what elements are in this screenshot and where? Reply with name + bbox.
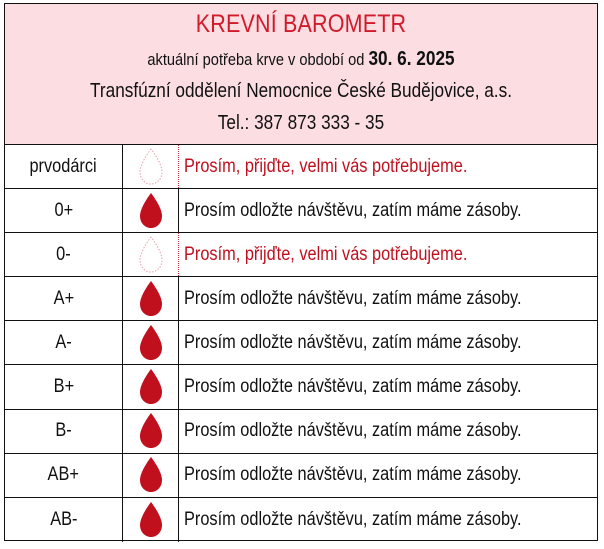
status-message [179, 498, 597, 542]
table-row [5, 365, 597, 409]
table-row [5, 277, 597, 321]
status-message-text: Prosím odložte návštěvu, zatím máme zásoby. [184, 331, 522, 353]
status-message-text: Prosím, přijďte, velmi vás potřebujeme. [184, 243, 468, 265]
blood-barometer [4, 3, 598, 541]
full-drop-icon [123, 277, 179, 320]
blood-drop-shape [138, 456, 164, 494]
blood-type-label: prvodárci [29, 155, 98, 177]
empty-drop-icon [123, 145, 179, 188]
table-row [5, 321, 597, 365]
blood-type-label: AB- [49, 508, 78, 530]
blood-type-cell [5, 410, 123, 453]
blood-type-label: 0+ [54, 199, 73, 221]
full-drop-icon [123, 321, 179, 364]
table-row [5, 189, 597, 233]
blood-type-cell [5, 145, 123, 188]
blood-type-cell [5, 454, 123, 497]
full-drop-icon [123, 498, 179, 542]
header [5, 4, 597, 145]
table-row [5, 498, 597, 542]
blood-type-cell [5, 321, 123, 364]
full-drop-icon [123, 365, 179, 408]
table-row [5, 145, 597, 189]
need-prefix: aktuální potřeba krve v období od [147, 50, 365, 69]
blood-type-cell [5, 498, 123, 542]
need-period [46, 44, 555, 75]
status-message [179, 277, 597, 320]
blood-drop-shape [138, 280, 164, 318]
blood-drop-shape [138, 324, 164, 362]
empty-drop-icon [123, 233, 179, 276]
page-title: KREVNÍ BAROMETR [195, 10, 407, 38]
blood-type-label: A- [55, 331, 72, 353]
table-row [5, 233, 597, 277]
blood-type-cell [5, 365, 123, 408]
blood-type-label: A+ [53, 287, 74, 309]
status-message [179, 233, 597, 276]
full-drop-icon [123, 189, 179, 232]
blood-drop-shape [138, 368, 164, 406]
status-message [179, 454, 597, 497]
full-drop-icon [123, 454, 179, 497]
blood-type-cell [5, 233, 123, 276]
blood-type-label: B- [55, 420, 72, 442]
blood-drop-outline [138, 236, 164, 274]
status-message [179, 365, 597, 408]
status-message-text: Prosím, přijďte, velmi vás potřebujeme. [184, 155, 468, 177]
blood-drop-outline [138, 148, 164, 186]
blood-type-label: 0- [56, 243, 71, 265]
status-message-text: Prosím odložte návštěvu, zatím máme zásoby. [184, 464, 522, 486]
status-message-text: Prosím odložte návštěvu, zatím máme zásoby. [184, 287, 522, 309]
full-drop-icon [123, 410, 179, 453]
status-message [179, 410, 597, 453]
need-date: 30. 6. 2025 [368, 48, 455, 70]
table-row [5, 410, 597, 454]
status-message-text: Prosím odložte návštěvu, zatím máme zásoby. [184, 420, 522, 442]
department-name: Transfúzní oddělení Nemocnice České Budějovice, a.s. [90, 80, 512, 102]
blood-type-label: AB+ [47, 464, 80, 486]
status-message [179, 321, 597, 364]
phone-number: Tel.: 387 873 333 - 35 [217, 112, 385, 134]
blood-type-label: B+ [53, 376, 74, 398]
status-message [179, 145, 597, 188]
blood-type-cell [5, 277, 123, 320]
status-message [179, 189, 597, 232]
table-row [5, 454, 597, 498]
blood-type-cell [5, 189, 123, 232]
blood-type-list [5, 145, 597, 540]
blood-drop-shape [138, 501, 164, 539]
status-message-text: Prosím odložte návštěvu, zatím máme zásoby. [184, 508, 522, 530]
status-message-text: Prosím odložte návštěvu, zatím máme zásoby. [184, 376, 522, 398]
blood-drop-shape [138, 192, 164, 230]
blood-drop-shape [138, 412, 164, 450]
status-message-text: Prosím odložte návštěvu, zatím máme zásoby. [184, 199, 522, 221]
